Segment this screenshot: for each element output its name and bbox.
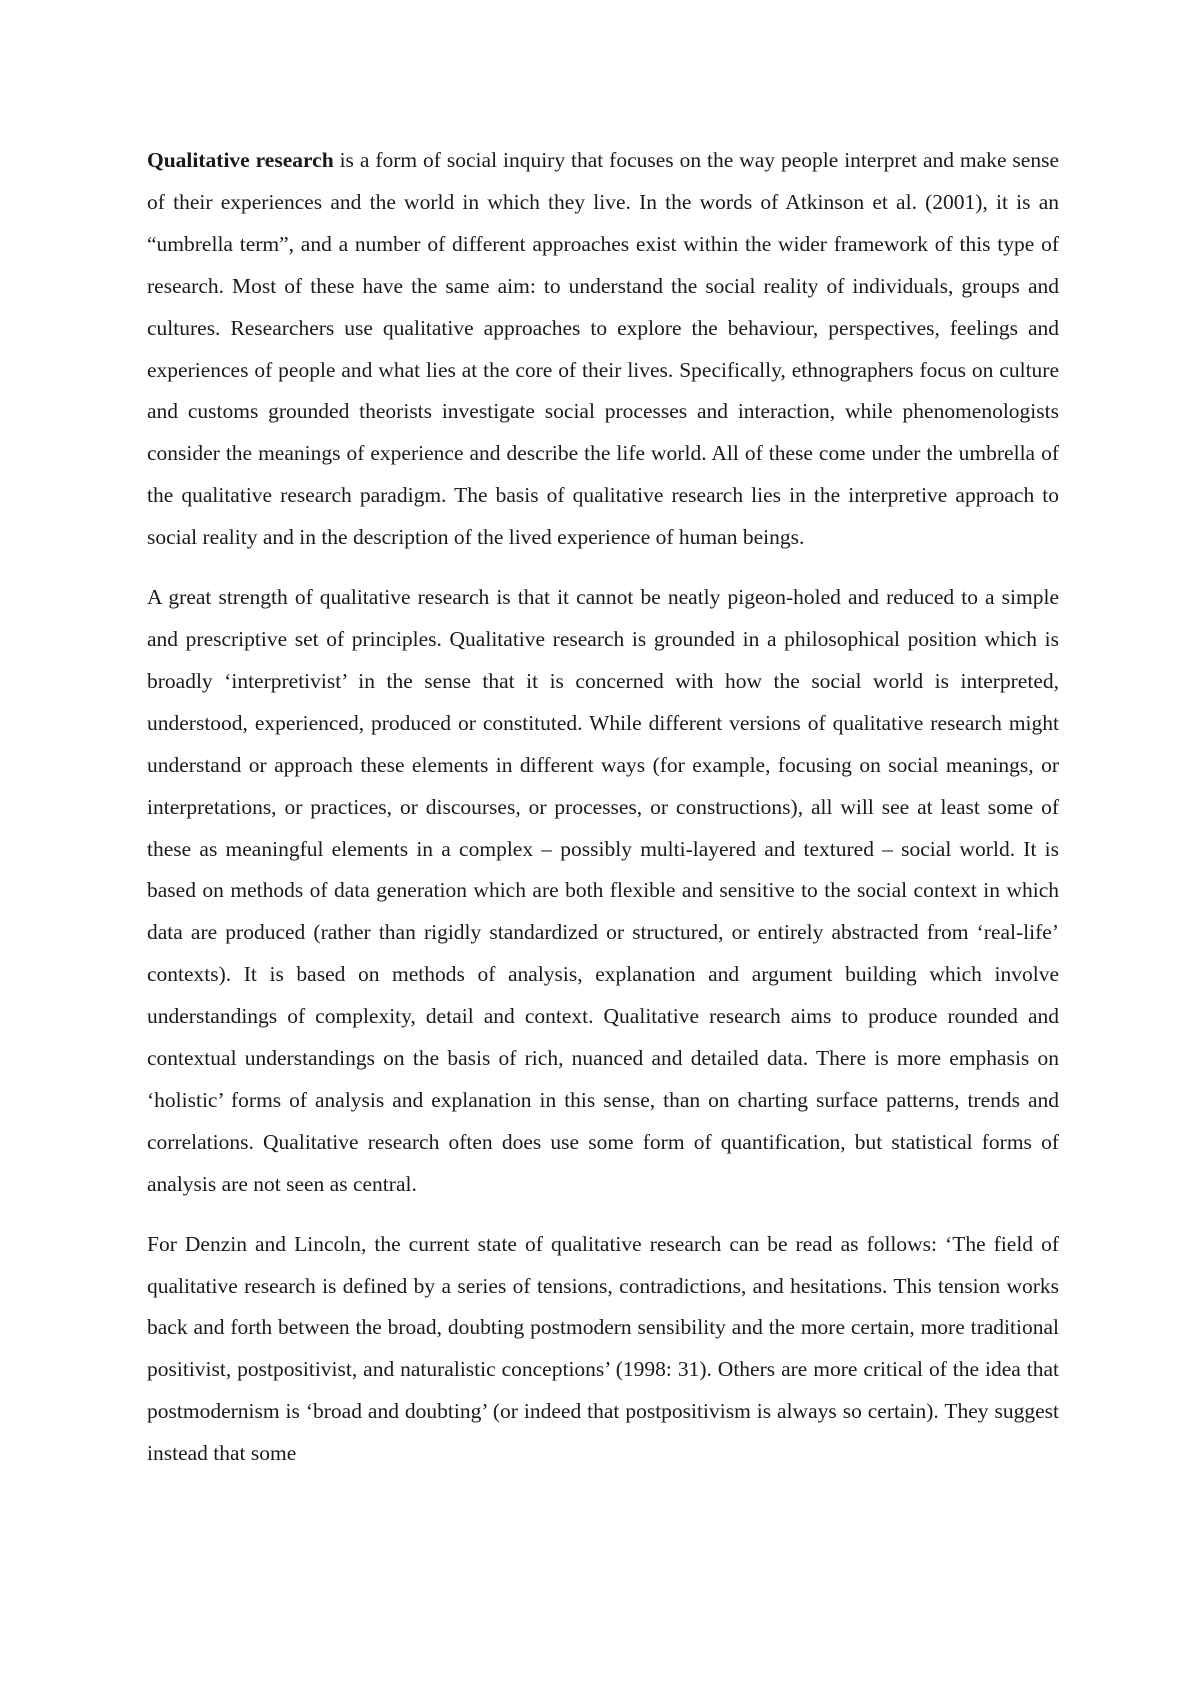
- lead-term: Qualitative research: [147, 148, 334, 172]
- document-page: [147, 140, 1059, 1475]
- paragraph-1-text: is a form of social inquiry that focuses on the way people interpret and make sense of their experiences and the world in which they live. In the words of Atkinson et al. (2001), it is an “umbrella term”, and a number of different approaches exist within the wider framework of this type of research. Most of these have the same aim: to understand the social reality of individuals, groups and cultures. Researchers use qualitative approaches to explore the behaviour, perspectives, feelings and experiences of people and what lies at the core of their lives. Specifically, ethnographers focus on culture and customs grounded theorists investigate social processes and interaction, while phenomenologists consider the meanings of experience and describe the life world. All of these come under the umbrella of the qualitative research paradigm. The basis of qualitative research lies in the interpretive approach to social reality and in the description of the lived experience of human beings.: [147, 148, 1059, 550]
- paragraph-2: A great strength of qualitative research is that it cannot be neatly pigeon-holed and reduced to a simple and prescriptive set of principles. Qualitative research is grounded in a philosophical position which is broadly ‘interpretivist’ in the sense that it is concerned with how the social world is interpreted, understood, experienced, produced or constituted. While different versions of qualitative research might understand or approach these elements in different ways (for example, focusing on social meanings, or interpretations, or practices, or discourses, or processes, or constructions), all will see at least some of these as meaningful elements in a complex – possibly multi-layered and textured – social world. It is based on methods of data generation which are both flexible and sensitive to the social context in which data are produced (rather than rigidly standardized or structured, or entirely abstracted from ‘real-life’ contexts). It is based on methods of analysis, explanation and argument building which involve understandings of complexity, detail and context. Qualitative research aims to produce rounded and contextual understandings on the basis of rich, nuanced and detailed data. There is more emphasis on ‘holistic’ forms of analysis and explanation in this sense, than on charting surface patterns, trends and correlations. Qualitative research often does use some form of quantification, but statistical forms of analysis are not seen as central.: [147, 585, 1059, 1196]
- paragraph-3: For Denzin and Lincoln, the current state of qualitative research can be read as follows: ‘The field of qualitative research is defined by a series of tensions, contradictions, and hesitations. This tension works back and forth between the broad, doubting postmodern sensibility and the more certain, more traditional positivist, postpositivist, and naturalistic conceptions’ (1998: 31). Others are more critical of the idea that postmodernism is ‘broad and doubting’ (or indeed that postpositivism is always so certain). They suggest instead that some: [147, 1231, 1059, 1466]
- paragraph-1: [147, 140, 1059, 559]
